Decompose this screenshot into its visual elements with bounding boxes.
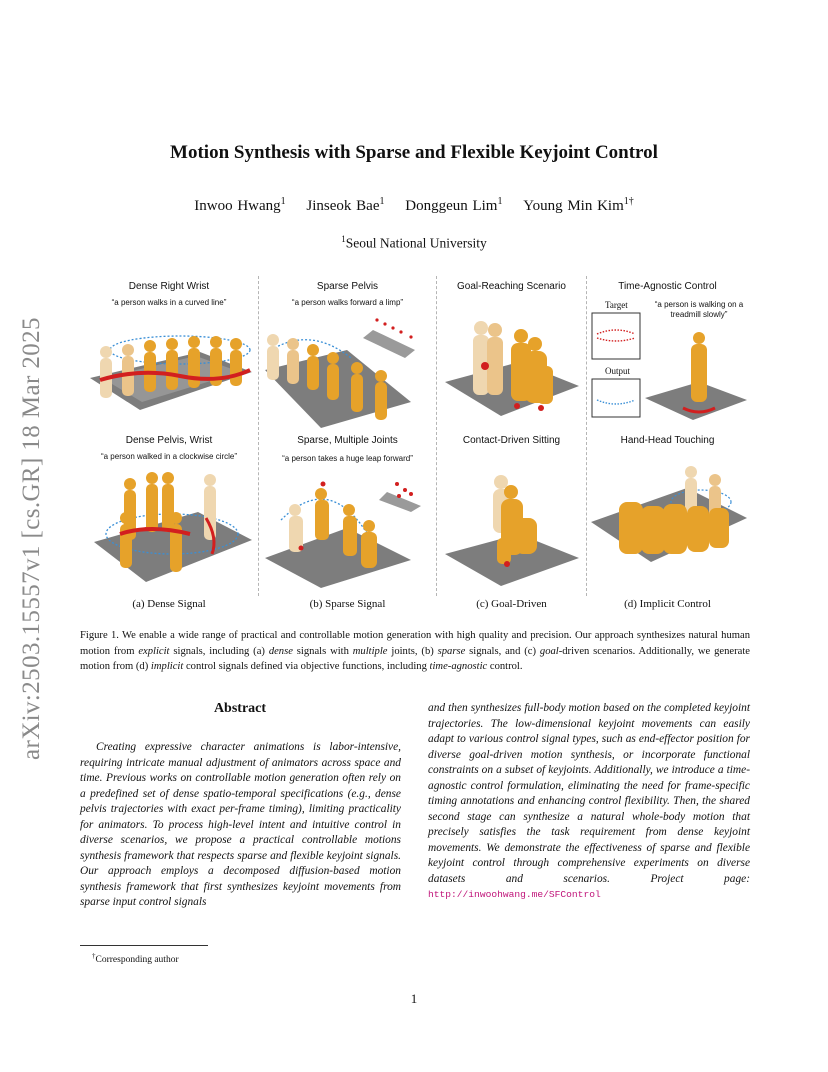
author: Young Min Kim$^{1\dagger}$ [523, 196, 634, 214]
panel-caption: “a person walks forward a limp” [291, 298, 404, 307]
panel-title: Contact-Driven Sitting [462, 435, 561, 446]
panel-image-hand-head-touching [591, 462, 747, 590]
panel-image-contact-driven-sitting [445, 468, 579, 586]
author: Donggeun Lim$^1$ [405, 196, 503, 214]
author: Jinseok Bae$^1$ [306, 196, 385, 214]
panel-image-goal-reaching [445, 316, 579, 416]
panel-image-dense-pelvis-wrist [80, 468, 256, 586]
panel-image-sparse-multiple-joints [261, 470, 433, 588]
panel-caption: “a person is walking on a treadmill slowly” [654, 300, 744, 319]
author: Inwoo Hwang$^1$ [194, 196, 286, 214]
footnote: †Corresponding author [92, 952, 179, 966]
figure-caption: Figure 1. We enable a wide range of practical and controllable motion generation with high quality and precision. Our approach synthesizes natural human motion from explicit signals, including (a) dense signals with multiple joints, (b) sparse signals, and (c) goal-driven scenarios. Additionally, we generate motion from (d) implicit control signals defined via objective functions, including time-agnostic control. [80, 630, 750, 672]
panel-title: Hand-Head Touching [620, 435, 715, 446]
panel-caption: “a person takes a huge leap forward” [282, 454, 413, 463]
figure-column-b [259, 272, 436, 618]
paper-title: Motion Synthesis with Sparse and Flexible Keyjoint Control [170, 142, 658, 163]
panel-image-output-signal [591, 378, 641, 418]
figure-sublabel: (a) Dense Signal [132, 598, 206, 610]
figure-sublabel: (b) Sparse Signal [309, 598, 386, 610]
figure-1 [80, 272, 748, 618]
panel-title: Time-Agnostic Control [618, 281, 717, 292]
figure-column-d [587, 272, 748, 618]
panel-image-treadmill [645, 328, 747, 420]
panel-image-target-signal [591, 312, 641, 360]
panel-image-sparse-pelvis [261, 310, 433, 430]
figure-column-c [437, 272, 586, 618]
figure-sublabel: (d) Implicit Control [624, 598, 711, 610]
panel-image-dense-right-wrist [80, 316, 256, 412]
panel-title: Dense Pelvis, Wrist [125, 435, 213, 446]
panel-title: Sparse, Multiple Joints [297, 435, 398, 446]
arxiv-identifier: arXiv:2503.15557v1 [cs.GR] 18 Mar 2025 [18, 317, 45, 760]
abstract-heading: Abstract [213, 701, 267, 716]
panel-title: Goal-Reaching Scenario [457, 281, 566, 292]
project-page-link[interactable]: http://inwoohwang.me/SFControl [428, 889, 601, 900]
figure-sublabel: (c) Goal-Driven [476, 598, 547, 610]
author-list [0, 196, 828, 215]
panel-title: Sparse Pelvis [316, 281, 379, 292]
footnote-rule [80, 945, 208, 946]
target-label: Target [605, 300, 628, 310]
panel-title: Dense Right Wrist [128, 281, 210, 292]
panel-caption: “a person walks in a curved line” [111, 298, 227, 307]
affiliation: $^1$Seoul National University [341, 234, 487, 251]
figure-column-a [80, 272, 258, 618]
abstract-text-right: and then synthesizes full-body motion based on the completed keyjoint trajectories. The low-dimensional keyjoint movements can easily adapt to various control signal types, such as end-effector position for diverse goal-driven motion synthesis, or incorporate functional constraints on a subset of keyjoints. Additionally, we introduce a time-agnostic control formulation, eliminating the need for frame-specific timing annotations and enhancing control flexibility. Then, the shared second stage can synthesize a natural whole-body motion that precisely satisfies the task requirement from dense keyjoint movements. We demonstrate the effectiveness of sparse and flexible keyjoint control through comprehensive experiments on diverse datasets and scenarios. Project page: http://inwoohwang.me/SFControl [428, 702, 750, 900]
page-number: 1 [410, 991, 418, 1006]
abstract-text-left: Creating expressive character animations is labor-intensive, requiring intricate manual adjustment of animators across space and time. Previous works on controllable motion generation often rely on a predefined set of dense spatio-temporal specifications (e.g., dense pelvis trajectories with exact per-frame timing), limiting practicality for animators. To process high-level intent and intuitive control in diverse scenarios, we propose a practical controllable motions synthesis framework that respects sparse and flexible keyjoint signals. Our approach employs a decomposed diffusion-based motion synthesis framework that first synthesizes keyjoint movements from sparse input control signals [80, 741, 401, 908]
output-label: Output [605, 366, 631, 376]
panel-caption: “a person walked in a clockwise circle” [100, 452, 238, 461]
